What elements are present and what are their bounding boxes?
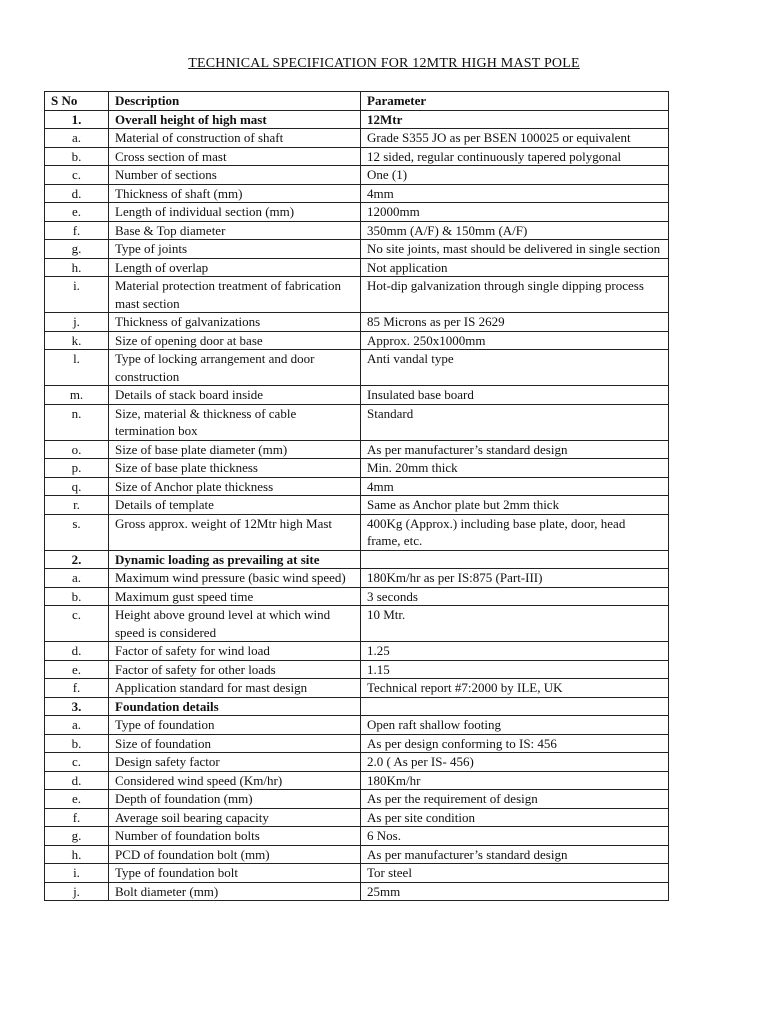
parameter-cell: Approx. 250x1000mm [361, 331, 669, 350]
parameter-cell: 12 sided, regular continuously tapered polygonal [361, 147, 669, 166]
parameter-cell: Open raft shallow footing [361, 716, 669, 735]
sno-cell: 3. [45, 697, 109, 716]
parameter-cell: Tor steel [361, 864, 669, 883]
table-row [45, 587, 669, 606]
section-row [45, 110, 669, 129]
parameter-cell: 6 Nos. [361, 827, 669, 846]
sno-cell: i. [45, 277, 109, 313]
description-cell: Cross section of mast [109, 147, 361, 166]
sno-cell: c. [45, 166, 109, 185]
table-row [45, 679, 669, 698]
description-cell: Overall height of high mast [109, 110, 361, 129]
description-cell: Material protection treatment of fabrication mast section [109, 277, 361, 313]
sno-cell: f. [45, 221, 109, 240]
parameter-cell: Insulated base board [361, 386, 669, 405]
parameter-cell: 350mm (A/F) & 150mm (A/F) [361, 221, 669, 240]
parameter-cell: Standard [361, 404, 669, 440]
description-cell: Type of foundation bolt [109, 864, 361, 883]
table-row [45, 514, 669, 550]
parameter-cell: 12000mm [361, 203, 669, 222]
sno-cell: d. [45, 642, 109, 661]
table-row [45, 808, 669, 827]
table-row [45, 184, 669, 203]
parameter-cell: Hot-dip galvanization through single dipping process [361, 277, 669, 313]
sno-cell: f. [45, 808, 109, 827]
description-cell: Length of individual section (mm) [109, 203, 361, 222]
table-row [45, 221, 669, 240]
sno-cell: o. [45, 440, 109, 459]
parameter-cell [361, 697, 669, 716]
description-cell: Size of foundation [109, 734, 361, 753]
parameter-cell [361, 550, 669, 569]
description-cell: Thickness of shaft (mm) [109, 184, 361, 203]
table-row [45, 258, 669, 277]
table-row [45, 569, 669, 588]
description-cell: Size of base plate diameter (mm) [109, 440, 361, 459]
parameter-cell: Grade S355 JO as per BSEN 100025 or equivalent [361, 129, 669, 148]
sno-cell: g. [45, 240, 109, 259]
sno-cell: p. [45, 459, 109, 478]
parameter-cell: Same as Anchor plate but 2mm thick [361, 496, 669, 515]
description-cell: Dynamic loading as prevailing at site [109, 550, 361, 569]
specification-table [44, 91, 669, 901]
table-row [45, 716, 669, 735]
table-row [45, 166, 669, 185]
sno-cell: a. [45, 569, 109, 588]
table-row [45, 771, 669, 790]
parameter-cell: 3 seconds [361, 587, 669, 606]
table-row [45, 827, 669, 846]
parameter-cell: 12Mtr [361, 110, 669, 129]
description-cell: Design safety factor [109, 753, 361, 772]
description-cell: Bolt diameter (mm) [109, 882, 361, 901]
sno-cell: j. [45, 882, 109, 901]
table-row [45, 313, 669, 332]
sno-cell: 2. [45, 550, 109, 569]
section-row [45, 697, 669, 716]
description-cell: Factor of safety for wind load [109, 642, 361, 661]
parameter-cell: As per the requirement of design [361, 790, 669, 809]
table-row [45, 642, 669, 661]
table-row [45, 203, 669, 222]
table-row [45, 350, 669, 386]
description-cell: Material of construction of shaft [109, 129, 361, 148]
sno-cell: j. [45, 313, 109, 332]
parameter-cell: Not application [361, 258, 669, 277]
parameter-cell: 180Km/hr as per IS:875 (Part-III) [361, 569, 669, 588]
table-row [45, 660, 669, 679]
sno-cell: b. [45, 587, 109, 606]
description-cell: Average soil bearing capacity [109, 808, 361, 827]
table-row [45, 477, 669, 496]
parameter-cell: 1.25 [361, 642, 669, 661]
header-description: Description [109, 92, 361, 111]
parameter-cell: Min. 20mm thick [361, 459, 669, 478]
description-cell: Considered wind speed (Km/hr) [109, 771, 361, 790]
sno-cell: e. [45, 203, 109, 222]
description-cell: Type of joints [109, 240, 361, 259]
description-cell: Thickness of galvanizations [109, 313, 361, 332]
table-row [45, 459, 669, 478]
description-cell: Base & Top diameter [109, 221, 361, 240]
parameter-cell: 4mm [361, 184, 669, 203]
description-cell: Size of Anchor plate thickness [109, 477, 361, 496]
description-cell: Number of sections [109, 166, 361, 185]
description-cell: Maximum gust speed time [109, 587, 361, 606]
parameter-cell: 25mm [361, 882, 669, 901]
table-row [45, 440, 669, 459]
sno-cell: a. [45, 129, 109, 148]
parameter-cell: Technical report #7:2000 by ILE, UK [361, 679, 669, 698]
sno-cell: b. [45, 734, 109, 753]
table-row [45, 277, 669, 313]
description-cell: Maximum wind pressure (basic wind speed) [109, 569, 361, 588]
sno-cell: k. [45, 331, 109, 350]
parameter-cell: 85 Microns as per IS 2629 [361, 313, 669, 332]
sno-cell: d. [45, 184, 109, 203]
sno-cell: 1. [45, 110, 109, 129]
sno-cell: e. [45, 790, 109, 809]
sno-cell: b. [45, 147, 109, 166]
sno-cell: g. [45, 827, 109, 846]
table-row [45, 790, 669, 809]
sno-cell: i. [45, 864, 109, 883]
parameter-cell: One (1) [361, 166, 669, 185]
table-row [45, 240, 669, 259]
table-row [45, 845, 669, 864]
sno-cell: h. [45, 258, 109, 277]
description-cell: Depth of foundation (mm) [109, 790, 361, 809]
table-row [45, 147, 669, 166]
table-header-row [45, 92, 669, 111]
sno-cell: a. [45, 716, 109, 735]
header-parameter: Parameter [361, 92, 669, 111]
parameter-cell: 400Kg (Approx.) including base plate, door, head frame, etc. [361, 514, 669, 550]
description-cell: Type of locking arrangement and door construction [109, 350, 361, 386]
description-cell: Size of opening door at base [109, 331, 361, 350]
table-row [45, 129, 669, 148]
table-row [45, 404, 669, 440]
parameter-cell: As per manufacturer’s standard design [361, 440, 669, 459]
parameter-cell: As per design conforming to IS: 456 [361, 734, 669, 753]
document-title: TECHNICAL SPECIFICATION FOR 12MTR HIGH MAST POLE [188, 56, 580, 71]
parameter-cell: 180Km/hr [361, 771, 669, 790]
table-row [45, 753, 669, 772]
description-cell: Gross approx. weight of 12Mtr high Mast [109, 514, 361, 550]
sno-cell: f. [45, 679, 109, 698]
description-cell: Number of foundation bolts [109, 827, 361, 846]
header-sno: S No [45, 92, 109, 111]
table-row [45, 734, 669, 753]
sno-cell: r. [45, 496, 109, 515]
description-cell: Factor of safety for other loads [109, 660, 361, 679]
description-cell: Foundation details [109, 697, 361, 716]
table-row [45, 496, 669, 515]
section-row [45, 550, 669, 569]
parameter-cell: No site joints, mast should be delivered in single section [361, 240, 669, 259]
sno-cell: s. [45, 514, 109, 550]
table-row [45, 864, 669, 883]
sno-cell: m. [45, 386, 109, 405]
parameter-cell: 2.0 ( As per IS- 456) [361, 753, 669, 772]
parameter-cell: 4mm [361, 477, 669, 496]
sno-cell: q. [45, 477, 109, 496]
parameter-cell: 1.15 [361, 660, 669, 679]
description-cell: PCD of foundation bolt (mm) [109, 845, 361, 864]
sno-cell: n. [45, 404, 109, 440]
sno-cell: c. [45, 753, 109, 772]
table-row [45, 606, 669, 642]
description-cell: Type of foundation [109, 716, 361, 735]
description-cell: Size of base plate thickness [109, 459, 361, 478]
parameter-cell: 10 Mtr. [361, 606, 669, 642]
parameter-cell: Anti vandal type [361, 350, 669, 386]
description-cell: Details of stack board inside [109, 386, 361, 405]
description-cell: Length of overlap [109, 258, 361, 277]
description-cell: Size, material & thickness of cable termination box [109, 404, 361, 440]
description-cell: Application standard for mast design [109, 679, 361, 698]
sno-cell: h. [45, 845, 109, 864]
table-row [45, 331, 669, 350]
sno-cell: c. [45, 606, 109, 642]
sno-cell: l. [45, 350, 109, 386]
parameter-cell: As per manufacturer’s standard design [361, 845, 669, 864]
table-row [45, 882, 669, 901]
description-cell: Height above ground level at which wind speed is considered [109, 606, 361, 642]
sno-cell: e. [45, 660, 109, 679]
table-row [45, 386, 669, 405]
sno-cell: d. [45, 771, 109, 790]
parameter-cell: As per site condition [361, 808, 669, 827]
description-cell: Details of template [109, 496, 361, 515]
